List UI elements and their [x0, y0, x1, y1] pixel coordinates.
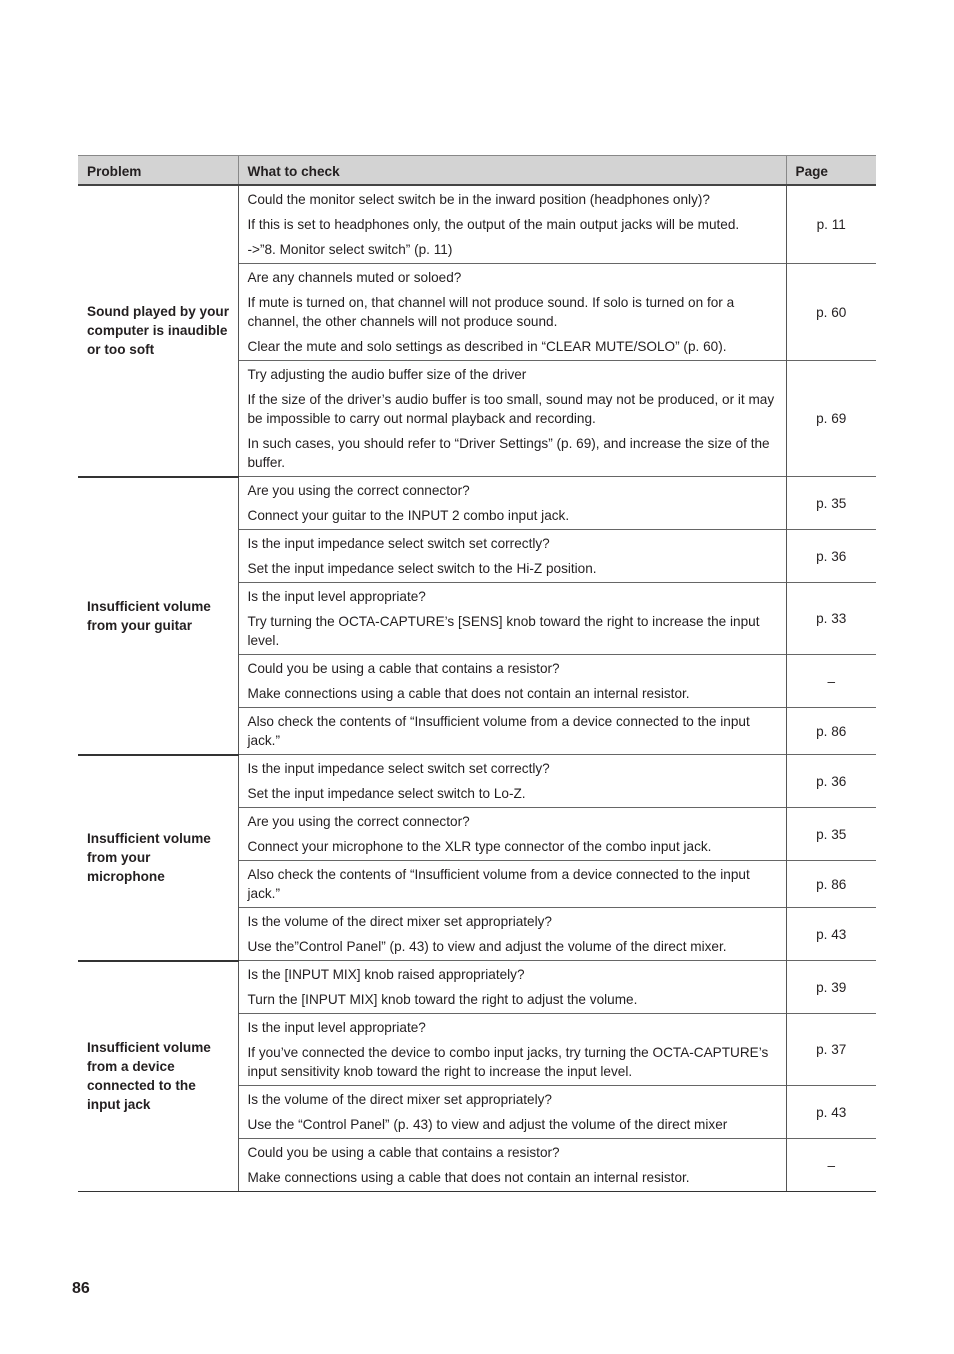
page-number: 86	[72, 1280, 90, 1297]
problem-cell: Insufficient volume from your guitar	[78, 477, 238, 755]
check-text: Set the input impedance select switch to the Hi-Z position.	[247, 561, 597, 576]
header-what-to-check: What to check	[238, 156, 786, 186]
check-cell	[238, 477, 786, 530]
table-row	[78, 477, 876, 530]
troubleshooting-table	[78, 155, 876, 1192]
check-cell	[238, 1086, 786, 1139]
header-page: Page	[786, 156, 876, 186]
page-ref-cell: p. 43	[786, 1086, 876, 1139]
page-ref-cell: p. 86	[786, 861, 876, 908]
table-row	[78, 185, 876, 264]
check-text: Is the [INPUT MIX] knob raised appropriately?	[247, 967, 525, 982]
problem-cell: Insufficient volume from a device connected to the input jack	[78, 961, 238, 1192]
check-cell	[238, 808, 786, 861]
check-cell	[238, 361, 786, 477]
check-text: ->”8. Monitor select switch” (p. 11)	[247, 242, 453, 257]
page-ref-cell: p. 37	[786, 1014, 876, 1086]
page-ref-cell: p. 36	[786, 755, 876, 808]
page-ref-cell: p. 36	[786, 530, 876, 583]
check-text: Use the “Control Panel” (p. 43) to view and adjust the volume of the direct mixer	[247, 1117, 728, 1132]
check-text: Could you be using a cable that contains a resistor?	[247, 1145, 560, 1160]
check-text: If mute is turned on, that channel will not produce sound. If solo is turned on for a channel, the other channels will not produce sound.	[247, 295, 735, 329]
check-text: Is the volume of the direct mixer set appropriately?	[247, 914, 552, 929]
problem-group	[78, 755, 876, 961]
page-ref-cell: p. 43	[786, 908, 876, 961]
table-header	[78, 156, 876, 186]
check-text: Turn the [INPUT MIX] knob toward the right to adjust the volume.	[247, 992, 638, 1007]
page-ref-cell: p. 39	[786, 961, 876, 1014]
page-ref-cell: p. 69	[786, 361, 876, 477]
check-cell	[238, 755, 786, 808]
check-cell	[238, 708, 786, 755]
page-ref-cell: p. 35	[786, 477, 876, 530]
check-cell	[238, 1014, 786, 1086]
check-text: Make connections using a cable that does not contain an internal resistor.	[247, 1170, 690, 1185]
check-text: Connect your guitar to the INPUT 2 combo input jack.	[247, 508, 570, 523]
check-text: Is the input level appropriate?	[247, 589, 426, 604]
page-ref-cell: p. 33	[786, 583, 876, 655]
check-cell	[238, 583, 786, 655]
check-text: Clear the mute and solo settings as described in “CLEAR MUTE/SOLO” (p. 60).	[247, 339, 727, 354]
check-text: Is the input level appropriate?	[247, 1020, 426, 1035]
problem-group	[78, 961, 876, 1192]
check-cell	[238, 185, 786, 264]
check-text: Make connections using a cable that does not contain an internal resistor.	[247, 686, 690, 701]
check-text: Also check the contents of “Insufficient volume from a device connected to the input jack.”	[247, 714, 750, 748]
check-cell	[238, 1139, 786, 1192]
page-ref-cell: p. 60	[786, 264, 876, 361]
check-text: Are you using the correct connector?	[247, 814, 470, 829]
check-text: Is the volume of the direct mixer set appropriately?	[247, 1092, 552, 1107]
check-text: Is the input impedance select switch set correctly?	[247, 761, 550, 776]
page-ref-cell: –	[786, 1139, 876, 1192]
check-text: Could the monitor select switch be in the inward position (headphones only)?	[247, 192, 710, 207]
problem-group	[78, 477, 876, 755]
check-cell	[238, 908, 786, 961]
check-cell	[238, 861, 786, 908]
problem-group	[78, 185, 876, 477]
problem-cell: Insufficient volume from your microphone	[78, 755, 238, 961]
page-ref-cell: –	[786, 655, 876, 708]
check-text: If this is set to headphones only, the output of the main output jacks will be muted.	[247, 217, 740, 232]
check-text: Also check the contents of “Insufficient volume from a device connected to the input jack.”	[247, 867, 750, 901]
page-ref-cell: p. 86	[786, 708, 876, 755]
check-text: Use the”Control Panel” (p. 43) to view and adjust the volume of the direct mixer.	[247, 939, 727, 954]
check-text: Try turning the OCTA-CAPTURE’s [SENS] knob toward the right to increase the input level.	[247, 614, 760, 648]
check-text: Set the input impedance select switch to Lo-Z.	[247, 786, 526, 801]
page-ref-cell: p. 35	[786, 808, 876, 861]
check-text: Try adjusting the audio buffer size of the driver	[247, 367, 527, 382]
check-text: Are any channels muted or soloed?	[247, 270, 462, 285]
problem-cell: Sound played by your computer is inaudible or too soft	[78, 185, 238, 477]
check-text: If the size of the driver’s audio buffer is too small, sound may not be produced, or it may be impossible to carry out normal playback and recording.	[247, 392, 775, 426]
check-cell	[238, 655, 786, 708]
check-text: Are you using the correct connector?	[247, 483, 470, 498]
check-cell	[238, 264, 786, 361]
table-row	[78, 961, 876, 1014]
header-problem: Problem	[78, 156, 238, 186]
check-text: Connect your microphone to the XLR type connector of the combo input jack.	[247, 839, 712, 854]
check-text: If you’ve connected the device to combo input jacks, try turning the OCTA-CAPTURE’s input sensitivity knob toward the right to increase the input level.	[247, 1045, 769, 1079]
check-cell	[238, 961, 786, 1014]
check-text: In such cases, you should refer to “Driver Settings” (p. 69), and increase the size of the buffer.	[247, 436, 770, 470]
table-row	[78, 755, 876, 808]
page-ref-cell: p. 11	[786, 185, 876, 264]
check-text: Could you be using a cable that contains a resistor?	[247, 661, 560, 676]
check-text: Is the input impedance select switch set correctly?	[247, 536, 550, 551]
check-cell	[238, 530, 786, 583]
